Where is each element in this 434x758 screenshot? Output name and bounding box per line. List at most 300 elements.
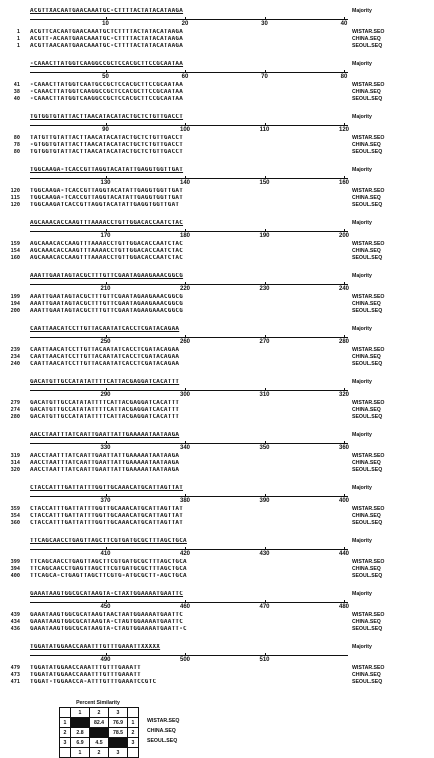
sequence-name-label: CHINA.SEQ (352, 89, 381, 95)
ruler-tick (106, 123, 107, 126)
ruler-tick-label: 130 (100, 180, 111, 186)
sequence-name-label: WISTAR.SEO (352, 506, 385, 512)
similarity-row-header: 2 (60, 728, 71, 738)
sequence-row: GACATGTTGCCATATATTTTCATTACGAGGATCACATTT (30, 414, 180, 420)
ruler-tick-label: 70 (261, 74, 268, 80)
position-ruler (30, 231, 350, 239)
position-ruler (30, 443, 350, 451)
ruler-tick (265, 494, 266, 497)
ruler-tick (185, 17, 186, 20)
row-start-position: 319 (10, 453, 20, 459)
ruler-tick (185, 388, 186, 391)
ruler-tick-label: 10 (102, 21, 109, 27)
row-start-position: 274 (10, 407, 20, 413)
sequence-name-label: WISTAR.SEO (352, 135, 385, 141)
ruler-tick (265, 282, 266, 285)
similarity-column-header: 2 (90, 708, 109, 718)
ruler-tick-label: 330 (100, 445, 111, 451)
ruler-tick-label: 90 (102, 127, 109, 133)
row-start-position: 439 (10, 612, 20, 618)
row-start-position: 354 (10, 513, 20, 519)
consensus-sequence: CTACCATTTGATTATTTGGTTGCAAACATGCATTAGTTAT (30, 485, 184, 491)
sequence-name-label: SEOUL.SEQ (352, 255, 383, 261)
ruler-tick-label: 450 (100, 604, 111, 610)
sequence-name-label: SEOUL.SEQ (352, 308, 383, 314)
ruler-tick-label: 280 (339, 339, 350, 345)
ruler-tick (265, 17, 266, 20)
sequence-name-label: SEOUL.SEQ (352, 202, 383, 208)
ruler-tick-label: 470 (259, 604, 270, 610)
similarity-corner-cell (60, 708, 71, 718)
ruler-tick-label: 30 (261, 21, 268, 27)
row-start-position: 280 (10, 414, 20, 420)
sequence-name-label: CHINA.SEQ (352, 195, 381, 201)
ruler-tick (265, 70, 266, 73)
ruler-tick-label: 460 (180, 604, 191, 610)
ruler-tick (344, 17, 345, 20)
ruler-tick-label: 310 (259, 392, 270, 398)
ruler-tick-label: 350 (259, 445, 270, 451)
ruler-tick-label: 500 (180, 657, 191, 663)
sequence-name-label: WISTAR.SEO (352, 241, 385, 247)
similarity-title: Percent Similarity (76, 700, 120, 706)
ruler-tick-label: 180 (180, 233, 191, 239)
ruler-tick (185, 494, 186, 497)
ruler-tick (344, 176, 345, 179)
similarity-sequence-label: CHINA.SEQ (147, 728, 176, 734)
majority-label: Majority (352, 220, 372, 226)
majority-label: Majority (352, 167, 372, 173)
row-start-position: 320 (10, 467, 20, 473)
position-ruler (30, 72, 348, 80)
ruler-tick (185, 123, 186, 126)
consensus-sequence: -CAAACTTATGGTCAAGGCCGCTCCACGCTTCCGCAATAA (30, 61, 184, 67)
ruler-tick (265, 441, 266, 444)
sequence-row: CAATTAACATCCTTGTTACAATATCACCTCGATACAGAA (30, 361, 180, 367)
sequence-row: ACGTTCACAATGAACAAATGCTCTTTTACTATACATAAGA (30, 29, 184, 35)
row-start-position: 78 (13, 142, 20, 148)
ruler-tick (185, 441, 186, 444)
similarity-column-header: 1 (71, 708, 90, 718)
ruler-tick (106, 176, 107, 179)
position-ruler (30, 602, 350, 610)
ruler-tick (344, 388, 345, 391)
sequence-row: TGGCAAGA-TCACCGTTAGGTACATATTGAGGTGGTTGAT (30, 188, 184, 194)
row-start-position: 314 (10, 460, 20, 466)
row-start-position: 239 (10, 347, 20, 353)
consensus-sequence: AGCAAACACCAAGTTTAAAACCTGTTGGACACCAATCTAC (30, 220, 184, 226)
ruler-tick (185, 70, 186, 73)
ruler-tick-label: 430 (259, 551, 270, 557)
sequence-name-label: CHINA.SEQ (352, 301, 381, 307)
ruler-tick (185, 600, 186, 603)
similarity-diagonal-cell (90, 728, 109, 738)
consensus-sequence: AACCTAATTTATCAATTGAATTATTGAAAAATAATAAGA (30, 432, 180, 438)
row-start-position: 234 (10, 354, 20, 360)
consensus-sequence: ACGTTXACAATGAACAAATGC-CTTTTACTATACATAAGA (30, 8, 184, 14)
majority-label: Majority (352, 538, 372, 544)
row-start-position: 40 (13, 96, 20, 102)
ruler-tick (106, 282, 107, 285)
sequence-row: AAATTGAATAGTACGCTTTGTTCGAATAGAAGAAACGGCG (30, 294, 184, 300)
sequence-name-label: WISTAR.SEO (352, 188, 385, 194)
ruler-tick-label: 250 (100, 339, 111, 345)
sequence-name-label: WISTAR.SEO (352, 400, 385, 406)
ruler-tick-label: 410 (100, 551, 111, 557)
sequence-name-label: CHINA.SEQ (352, 354, 381, 360)
ruler-tick-label: 420 (180, 551, 191, 557)
sequence-row: CTACCATTTGATTATTTGGTTGCAAACATGCATTAGTTAT (30, 506, 184, 512)
similarity-header-row (60, 708, 139, 718)
ruler-tick-label: 340 (180, 445, 191, 451)
similarity-corner-cell (60, 748, 71, 758)
ruler-tick-label: 370 (100, 498, 111, 504)
similarity-value-cell: 6.9 (71, 738, 90, 748)
row-start-position: 359 (10, 506, 20, 512)
sequence-name-label: WISTAR.SEO (352, 453, 385, 459)
row-start-position: 240 (10, 361, 20, 367)
majority-label: Majority (352, 591, 372, 597)
ruler-tick-label: 150 (259, 180, 270, 186)
sequence-name-label: SEOUL.SEQ (352, 573, 383, 579)
similarity-row-header: 3 (60, 738, 71, 748)
ruler-tick-label: 320 (339, 392, 350, 398)
majority-label: Majority (352, 432, 372, 438)
ruler-tick-label: 80 (340, 74, 348, 80)
ruler-tick (106, 17, 107, 20)
row-start-position: 120 (10, 202, 20, 208)
row-start-position: 434 (10, 619, 20, 625)
ruler-tick-label: 100 (180, 127, 191, 133)
sequence-row: ACGTTAACAATGAACAAATGC-CTTTTACTATACATAAGA (30, 43, 184, 49)
similarity-value-cell: 76.9 (109, 718, 128, 728)
majority-label: Majority (352, 8, 372, 14)
similarity-diagonal-cell (109, 738, 128, 748)
sequence-name-label: CHINA.SEQ (352, 619, 381, 625)
ruler-tick-label: 120 (339, 127, 350, 133)
ruler-tick-label: 50 (102, 74, 109, 80)
alignment-block (0, 220, 434, 266)
sequence-name-label: SEOUL.SEQ (352, 96, 383, 102)
ruler-tick-label: 200 (339, 233, 350, 239)
similarity-row (60, 738, 139, 748)
ruler-tick-label: 390 (259, 498, 270, 504)
similarity-value-cell: 2.8 (71, 728, 90, 738)
sequence-row: TGTGGTGTATTACTTAACATACATACTGCTCTGTTGACCT (30, 149, 184, 155)
sequence-name-label: CHINA.SEQ (352, 248, 381, 254)
similarity-row-index: 3 (128, 738, 139, 748)
similarity-corner-cell (128, 708, 139, 718)
ruler-tick (106, 441, 107, 444)
row-start-position: 80 (13, 149, 20, 155)
row-start-position: 436 (10, 626, 20, 632)
ruler-tick (185, 653, 186, 656)
ruler-tick-label: 220 (180, 286, 191, 292)
similarity-value-cell: 4.5 (90, 738, 109, 748)
sequence-name-label: WISTAR.SEO (352, 294, 385, 300)
sequence-row: AGCAAACACCAAGTTTAAAACCTGTTGGACACCAATCTAC (30, 248, 184, 254)
ruler-tick (185, 335, 186, 338)
sequence-name-label: WISTAR.SEO (352, 347, 385, 353)
percent-similarity-panel (53, 700, 253, 756)
majority-label: Majority (352, 114, 372, 120)
ruler-tick (265, 123, 266, 126)
consensus-sequence: TGTGGTGTATTACTTAACATACATACTGCTCTGTTGACCT (30, 114, 184, 120)
position-ruler (30, 125, 350, 133)
sequence-name-label: WISTAR.SEO (352, 82, 385, 88)
ruler-tick-label: 190 (259, 233, 270, 239)
ruler-tick (106, 335, 107, 338)
position-ruler (30, 284, 350, 292)
sequence-name-label: CHINA.SEQ (352, 407, 381, 413)
consensus-sequence: TTCAGCAACCTGAGTTAGCTTCGTGATGCGCTTTAGCTGCA (30, 538, 187, 544)
alignment-block (0, 273, 434, 319)
sequence-row: ACGTT-ACAATGAACAAATGC-CTTTTACTATACATAAGA (30, 36, 184, 42)
sequence-row: -CAAACTTATGGTCAAGGCCGCTCCACGCTTCCGCAATAA (30, 96, 184, 102)
ruler-tick (265, 388, 266, 391)
row-start-position: 1 (16, 36, 20, 42)
majority-label: Majority (352, 61, 372, 67)
ruler-tick (344, 441, 345, 444)
ruler-tick-label: 480 (339, 604, 350, 610)
sequence-row: -GTGGTGTATTACTTAACATACATACTGCTCTGTTGACCT (30, 142, 184, 148)
sequence-row: CTACCATTTGATTATTTGGTTGCAAACATGCATTAGTTAT (30, 513, 184, 519)
sequence-row: TTCAGCAACCTGAGTTAGCTTCGTGATGCGCTTTAGCTGCA (30, 566, 187, 572)
alignment-block (0, 61, 434, 107)
position-ruler (30, 337, 350, 345)
row-start-position: 80 (13, 135, 20, 141)
sequence-name-label: CHINA.SEQ (352, 460, 381, 466)
similarity-column-header: 2 (90, 748, 109, 758)
sequence-name-label: SEOUL.SEQ (352, 361, 383, 367)
ruler-tick (265, 547, 266, 550)
consensus-sequence: TGGATATGGAACCAAATTTGTTTGAAATTXXXXX (30, 644, 161, 650)
similarity-row-header: 1 (60, 718, 71, 728)
sequence-name-label: WISTAR.SEO (352, 665, 385, 671)
alignment-block (0, 644, 434, 690)
sequence-row: AACCTAATTTATCAATTGAATTATTGAAAAATAATAAGA (30, 453, 180, 459)
sequence-row: AGCAAACACCAAGTTTAAAACCTGTTGGACACCAATCTAC (30, 255, 184, 261)
sequence-name-label: CHINA.SEQ (352, 513, 381, 519)
similarity-corner-cell (128, 748, 139, 758)
ruler-tick (344, 547, 345, 550)
row-start-position: 199 (10, 294, 20, 300)
position-ruler (30, 19, 348, 27)
row-start-position: 154 (10, 248, 20, 254)
sequence-name-label: SEOUL.SEQ (352, 149, 383, 155)
ruler-tick (265, 600, 266, 603)
similarity-column-header: 1 (71, 748, 90, 758)
row-start-position: 400 (10, 573, 20, 579)
row-start-position: 471 (10, 679, 20, 685)
ruler-tick (344, 494, 345, 497)
ruler-tick-label: 260 (180, 339, 191, 345)
sequence-row: TATGTTGTATTACTTAACATACATACTGCTCTGTTGACCT (30, 135, 184, 141)
consensus-sequence: GACATGTTGCCATATATTTTCATTACGAGGATCACATTT (30, 379, 180, 385)
ruler-tick-label: 20 (181, 21, 189, 27)
sequence-row: TGGATATGGAACCAAATTTGTTTGAAATT (30, 665, 141, 671)
ruler-tick-label: 160 (339, 180, 350, 186)
row-start-position: 41 (13, 82, 20, 88)
sequence-row: AAATTGAATAGTACGCTTTGTTCGAATAGAAGAAACGGCG (30, 301, 184, 307)
similarity-row-index: 2 (128, 728, 139, 738)
alignment-block (0, 114, 434, 160)
ruler-tick (265, 229, 266, 232)
sequence-name-label: WISTAR.SEO (352, 29, 385, 35)
similarity-sequence-label: SEOUL.SEQ (147, 738, 178, 744)
sequence-row: TTCAGCA-CTGAGTTAGCTTCGTG-ATGCGCTT-AGCTGCA (30, 573, 187, 579)
position-ruler (30, 496, 350, 504)
sequence-row: CAATTAACATCCTTGTTACAATATCACCTCGATACAGAA (30, 354, 180, 360)
sequence-row: -CAAACTTATGGTCAATGCCGCTCCACGCTTCCGCAATAA (30, 82, 184, 88)
alignment-block (0, 379, 434, 425)
row-start-position: 159 (10, 241, 20, 247)
sequence-name-label: SEOUL.SEQ (352, 520, 383, 526)
sequence-row: TGGAT-TGGAACCA-ATTTGTTTGAAATCCGTC (30, 679, 157, 685)
row-start-position: 394 (10, 566, 20, 572)
ruler-tick (106, 70, 107, 73)
ruler-tick (185, 282, 186, 285)
sequence-row: -CAAACTTATGGTCAAGGCCGCTCCACGCTTCCGCAATAA (30, 89, 184, 95)
ruler-tick-label: 290 (100, 392, 111, 398)
similarity-row (60, 728, 139, 738)
row-start-position: 200 (10, 308, 20, 314)
majority-label: Majority (352, 326, 372, 332)
row-start-position: 473 (10, 672, 20, 678)
ruler-tick-label: 490 (100, 657, 111, 663)
position-ruler (30, 549, 350, 557)
similarity-sequence-label: WISTAR.SEQ (147, 718, 180, 724)
similarity-header-row (60, 748, 139, 758)
sequence-row: TGGCAAGATCACCGTTAGGTACATATTGAGGTGGTTGAT (30, 202, 180, 208)
ruler-tick (106, 547, 107, 550)
ruler-tick-label: 110 (259, 127, 270, 133)
sequence-row: AACCTAATTTATCAATTGAATTATTGAAAAATAATAAGA (30, 467, 180, 473)
sequence-row: GACATGTTGCCATATATTTTCATTACGAGGATCACATTT (30, 400, 180, 406)
similarity-value-cell: 78.5 (109, 728, 128, 738)
alignment-block (0, 326, 434, 372)
row-start-position: 479 (10, 665, 20, 671)
sequence-name-label: CHINA.SEQ (352, 672, 381, 678)
ruler-tick (185, 176, 186, 179)
sequence-row: CAATTAACATCCTTGTTACAATATCACCTCGATACAGAA (30, 347, 180, 353)
ruler-tick-label: 60 (181, 74, 189, 80)
ruler-tick-label: 270 (259, 339, 270, 345)
sequence-row: TTCAGCAACCTGAGTTAGCTTCGTGATGCGCTTTAGCTGCA (30, 559, 187, 565)
row-start-position: 38 (13, 89, 20, 95)
majority-label: Majority (352, 644, 372, 650)
sequence-row: TGGATATGGAACCAAATTTGTTTGAAATT (30, 672, 141, 678)
ruler-tick (106, 600, 107, 603)
row-start-position: 1 (16, 29, 20, 35)
ruler-tick-label: 510 (259, 657, 270, 663)
ruler-tick-label: 300 (180, 392, 191, 398)
alignment-block (0, 167, 434, 213)
ruler-tick (344, 600, 345, 603)
ruler-tick-label: 230 (259, 286, 270, 292)
sequence-name-label: WISTAR.SEO (352, 612, 385, 618)
ruler-tick-label: 440 (339, 551, 350, 557)
majority-label: Majority (352, 485, 372, 491)
majority-label: Majority (352, 379, 372, 385)
ruler-tick (344, 282, 345, 285)
consensus-sequence: TGGCAAGA-TCACCGTTAGGTACATATTGAGGTGGTTGAT (30, 167, 184, 173)
sequence-name-label: SEOUL.SEQ (352, 626, 383, 632)
ruler-tick-label: 360 (339, 445, 350, 451)
ruler-tick (106, 388, 107, 391)
ruler-tick-label: 170 (100, 233, 111, 239)
sequence-row: AGCAAACACCAAGTTTAAAACCTGTTGGACACCAATCTAC (30, 241, 184, 247)
row-start-position: 399 (10, 559, 20, 565)
similarity-table (59, 707, 139, 758)
sequence-row: GAAATAAGTGGCGCATAAGTA-CTAGTGGAAAATGAATTC (30, 619, 184, 625)
ruler-tick (344, 335, 345, 338)
similarity-row (60, 718, 139, 728)
sequence-name-label: CHINA.SEQ (352, 36, 381, 42)
ruler-tick-label: 400 (339, 498, 350, 504)
position-ruler (30, 178, 350, 186)
consensus-sequence: CAATTAACATCCTTGTTACAATATCACCTCGATACAGAA (30, 326, 180, 332)
sequence-name-label: SEOUL.SEQ (352, 414, 383, 420)
row-start-position: 160 (10, 255, 20, 261)
majority-label: Majority (352, 273, 372, 279)
alignment-block (0, 538, 434, 584)
row-start-position: 120 (10, 188, 20, 194)
ruler-tick-label: 40 (340, 21, 348, 27)
sequence-name-label: CHINA.SEQ (352, 142, 381, 148)
similarity-value-cell: 82.4 (90, 718, 109, 728)
sequence-row: AAATTGAATAGTACGCTTTGTTCGAATAGAAGAAACGGCG (30, 308, 184, 314)
sequence-name-label: CHINA.SEQ (352, 566, 381, 572)
ruler-tick-label: 380 (180, 498, 191, 504)
ruler-tick (344, 123, 345, 126)
row-start-position: 1 (16, 43, 20, 49)
alignment-block (0, 8, 434, 54)
row-start-position: 360 (10, 520, 20, 526)
sequence-name-label: SEOUL.SEQ (352, 467, 383, 473)
similarity-row-index: 1 (128, 718, 139, 728)
ruler-tick (106, 494, 107, 497)
ruler-tick (265, 176, 266, 179)
alignment-block (0, 485, 434, 531)
ruler-tick (185, 547, 186, 550)
ruler-tick (344, 70, 345, 73)
ruler-tick (106, 229, 107, 232)
alignment-block (0, 591, 434, 637)
sequence-row: GAAATAAGTGGCGCATAAGTAACTAATGGAAAATGAATTC (30, 612, 184, 618)
sequence-name-label: WISTAR.SEO (352, 559, 385, 565)
consensus-sequence: AAATTGAATAGTACGCTTTGTTCGAATAGAAGAAACGGCG (30, 273, 184, 279)
sequence-row: GAAATAAGTGGCGCATAAGTA-CTAGTGGAAAATGAATT-C (30, 626, 187, 632)
row-start-position: 115 (10, 195, 20, 201)
sequence-name-label: SEOUL.SEQ (352, 679, 383, 685)
ruler-tick (265, 335, 266, 338)
position-ruler (30, 655, 348, 663)
sequence-row: AACCTAATTTATCAATTGAATTATTGAAAAATAATAAGA (30, 460, 180, 466)
ruler-tick (344, 229, 345, 232)
ruler-tick-label: 240 (339, 286, 350, 292)
ruler-tick-label: 140 (180, 180, 191, 186)
ruler-tick (106, 653, 107, 656)
position-ruler (30, 390, 350, 398)
similarity-column-header: 3 (109, 748, 128, 758)
similarity-column-header: 3 (109, 708, 128, 718)
ruler-tick (265, 653, 266, 656)
ruler-tick-label: 210 (100, 286, 111, 292)
row-start-position: 194 (10, 301, 20, 307)
ruler-tick (185, 229, 186, 232)
sequence-row: CTACCATTTGATTATTTGGTTGCAAACATGCATTAGTTAT (30, 520, 184, 526)
